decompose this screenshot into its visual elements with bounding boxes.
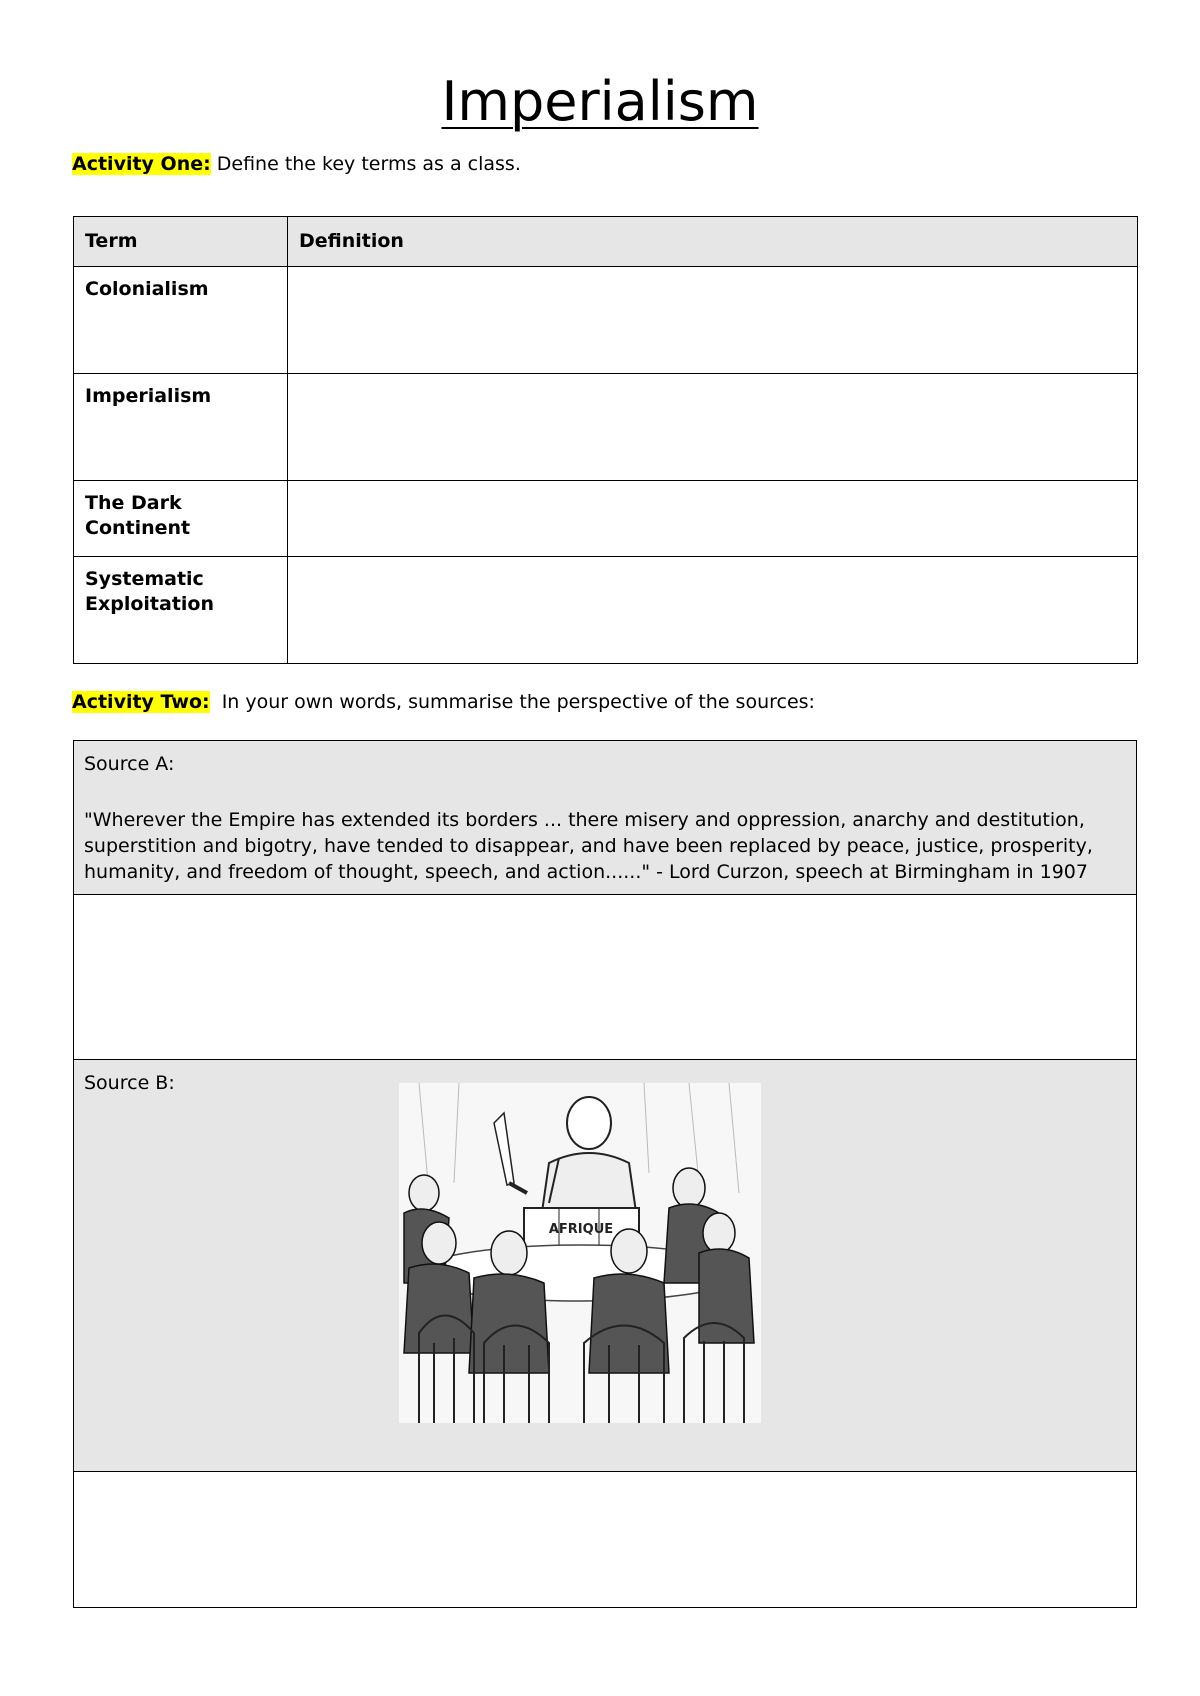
- cartoon-image: [399, 1083, 761, 1423]
- definition-cell[interactable]: [288, 267, 1138, 374]
- header-definition: Definition: [288, 217, 1138, 267]
- term-cell: Imperialism: [74, 374, 288, 481]
- table-row: [74, 267, 1138, 374]
- table-row: [74, 557, 1138, 664]
- definition-cell[interactable]: [288, 557, 1138, 664]
- source-a-answer-box[interactable]: [73, 894, 1137, 1059]
- header-term: Term: [74, 217, 288, 267]
- source-b-answer-box[interactable]: [73, 1471, 1137, 1608]
- source-a-label: Source A:: [84, 753, 175, 775]
- source-b-label: Source B:: [84, 1072, 175, 1094]
- definition-cell[interactable]: [288, 374, 1138, 481]
- term-cell: Systematic Exploitation: [74, 557, 288, 664]
- cake-text: AFRIQUE: [548, 1222, 614, 1237]
- activity-one-label: Activity One:: [72, 153, 211, 175]
- key-terms-table: [73, 216, 1138, 664]
- activity-two-label: Activity Two:: [72, 691, 210, 713]
- term-cell: Colonialism: [74, 267, 288, 374]
- activity-one-text: Define the key terms as a class.: [210, 153, 521, 175]
- table-row: [74, 481, 1138, 557]
- definition-cell[interactable]: [288, 481, 1138, 557]
- table-header-row: [74, 217, 1138, 267]
- table-row: [74, 374, 1138, 481]
- activity-two-text: In your own words, summarise the perspective of the sources:: [209, 691, 815, 713]
- term-cell: The Dark Continent: [74, 481, 288, 557]
- source-a-quote: "Wherever the Empire has extended its borders ... there misery and oppression, anarchy and destitution, superstition and bigotry, have tended to disappear, and have been replaced by peace, justice, prosperity, humanity, and freedom of thought, speech, and action......" - Lord Curzon, speech at Birmingham in 1907: [84, 809, 1093, 884]
- page-title: Imperialism: [441, 70, 759, 133]
- activity-one-instruction: [72, 152, 521, 177]
- source-b-box: [73, 1059, 1137, 1471]
- source-a-box: [73, 740, 1137, 894]
- activity-two-instruction: [72, 690, 815, 715]
